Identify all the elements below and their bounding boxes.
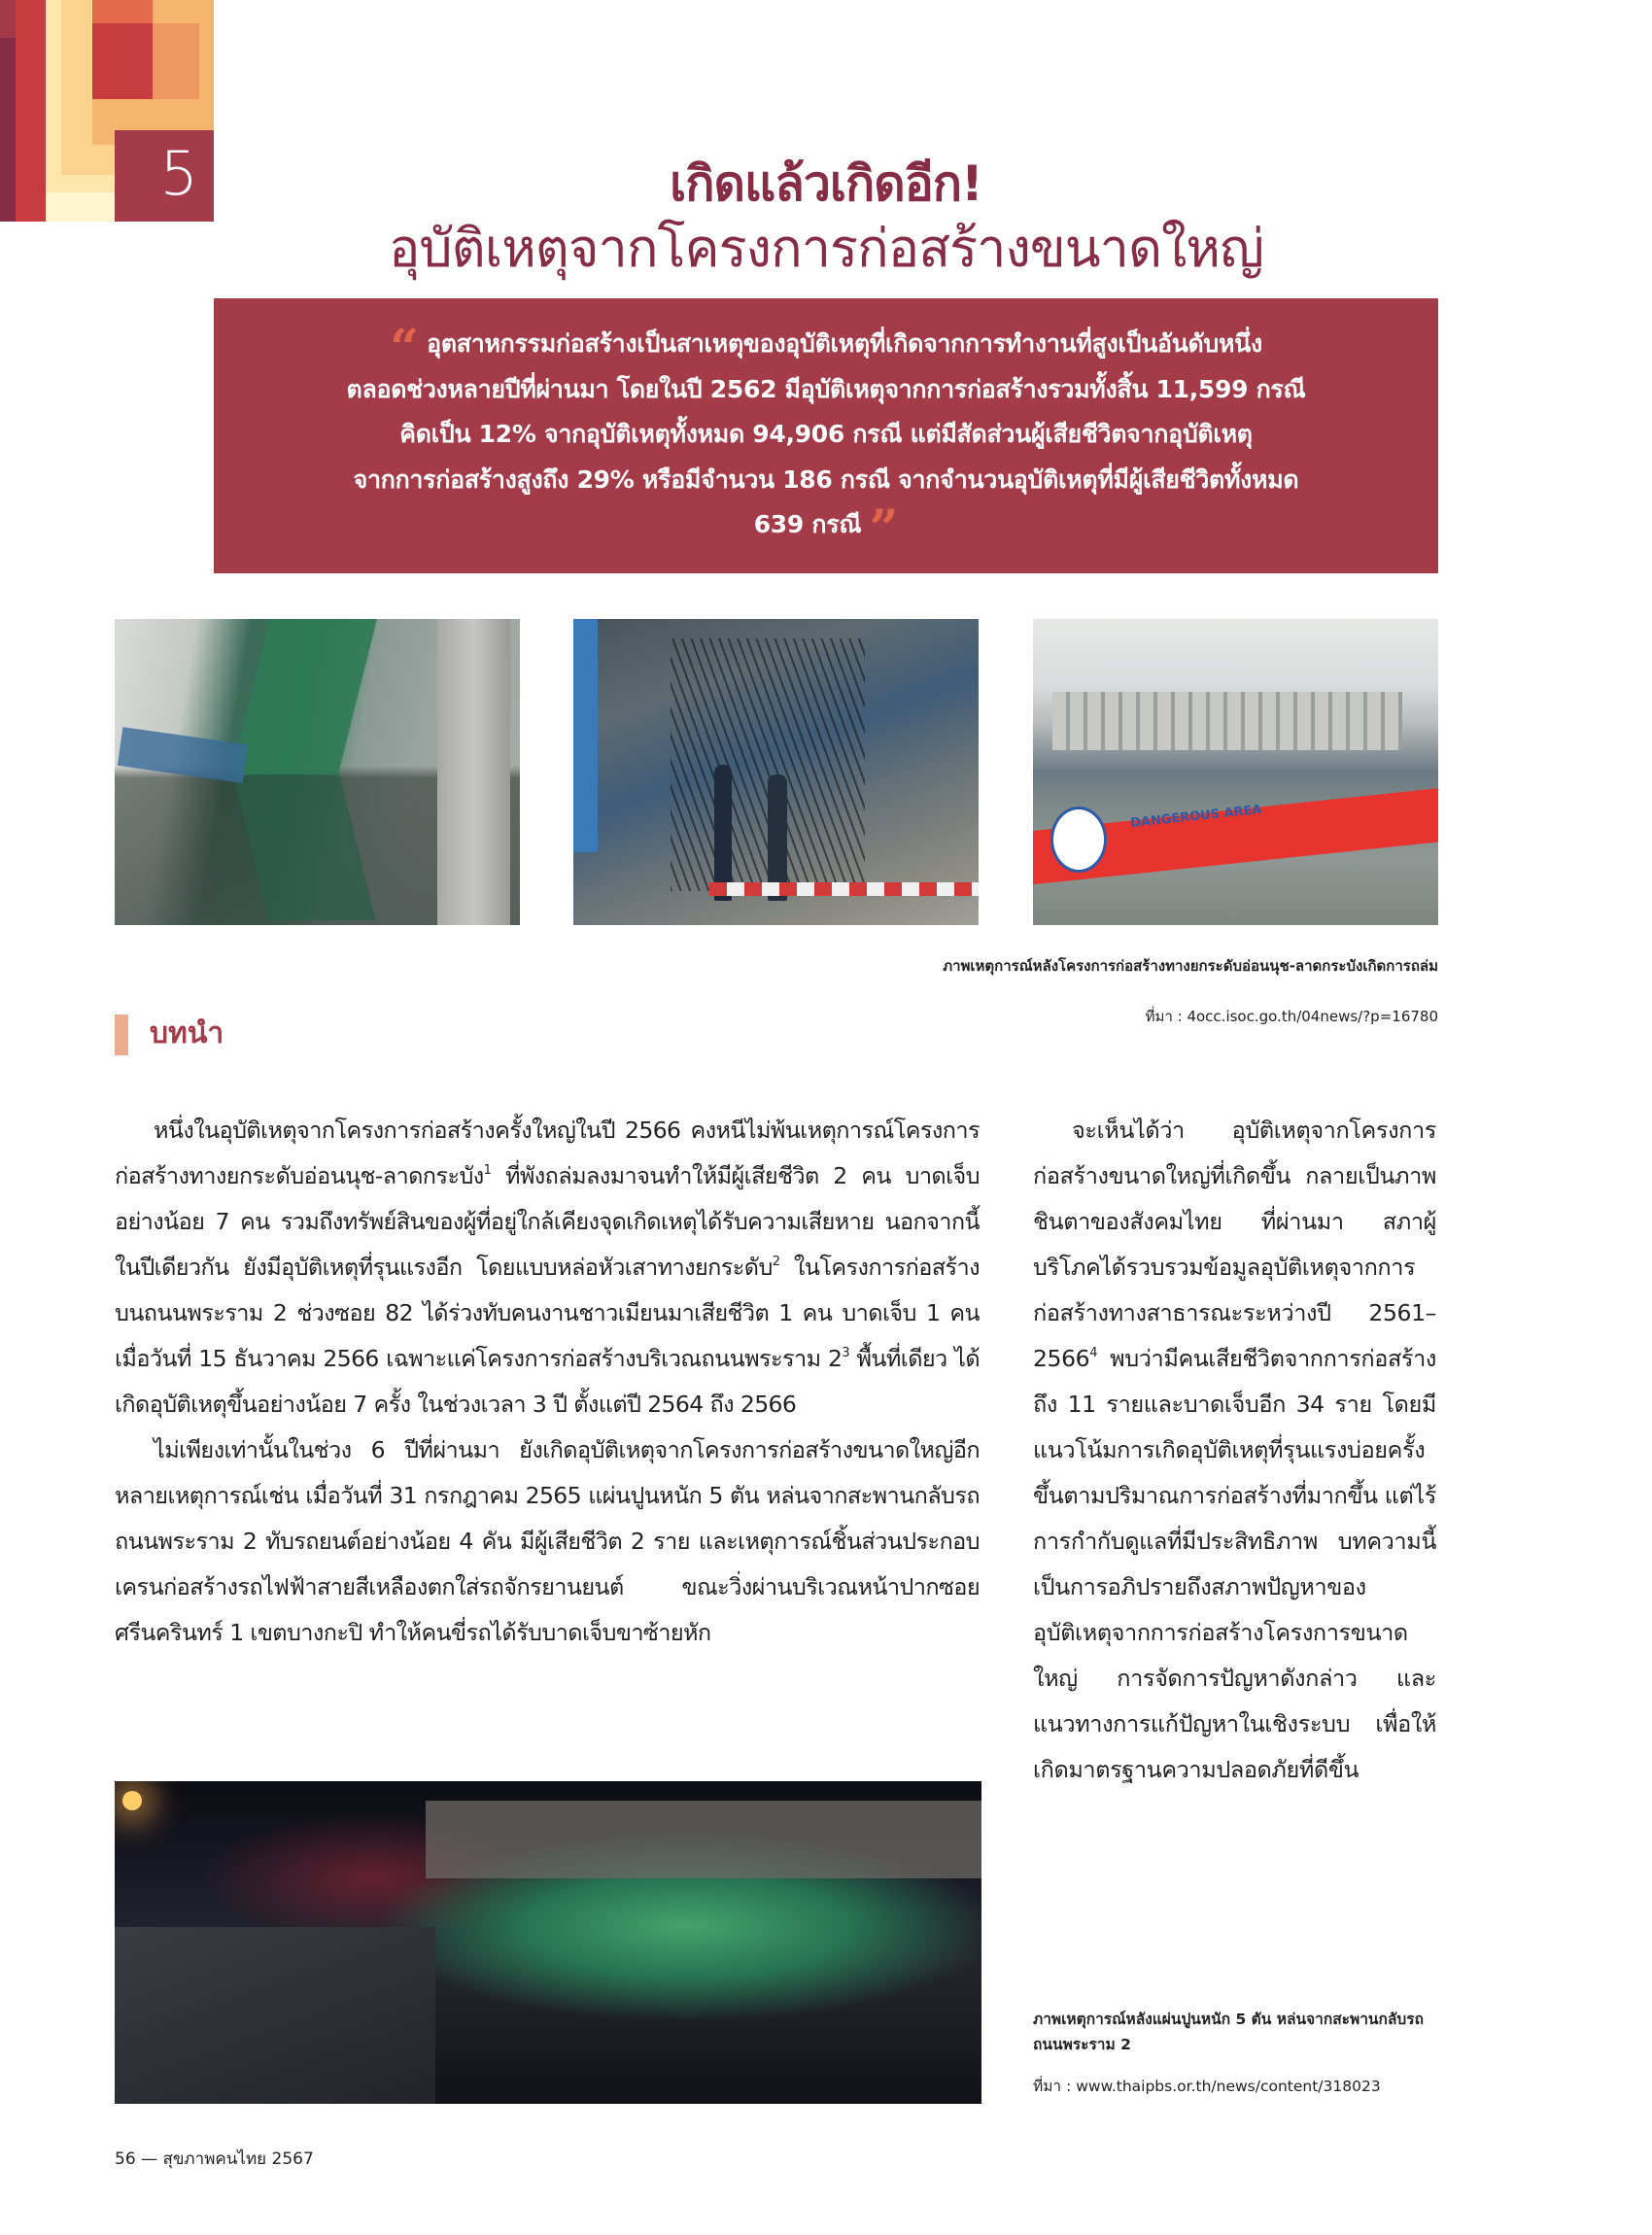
page-subtitle: อุบัติเหตุจากโครงการก่อสร้างขนาดใหญ่ [388, 218, 1264, 279]
photo-detail [1052, 692, 1402, 750]
close-quote-icon: ” [869, 499, 899, 559]
photo-night-concrete-slab-accident [115, 1781, 981, 2104]
body-text: จะเห็นได้ว่า อุบัติเหตุจากโครงการก่อสร้างขนาดใหญ่ที่เกิดขึ้น กลายเป็นภาพชินตาของสังคมไทย ที่ผ่านมา สภาผู้บริโภคได้รวบรวมข้อมูลอุบัติเหตุจากการก่อสร้างทางสาธารณะระหว่างปี 2561–2566 [1033, 1117, 1436, 1372]
photo-collapsed-overpass-reflection [115, 619, 520, 925]
body-text: ที่พังถล่มลงมาจนทำให้มีผู้เสียชีวิต 2 คน บาดเจ็บอย่างน้อย 7 คน รวมถึงทรัพย์สินของผู้ที่อยู่ใกล้เคียงจุดเกิดเหตุได้รับความเสียหาย นอกจากนี้ ในปีเดียวกัน ยังมีอุบัติเหตุที่รุนแรงอีก โดยแบบหล่อหัวเสาทางยกระดับ [115, 1162, 980, 1281]
photo-source: ที่มา : www.thaipbs.or.th/news/content/318023 [1033, 2078, 1381, 2095]
photo-detail [714, 765, 732, 901]
footnote-ref[interactable]: 1 [483, 1163, 492, 1178]
page-footer: 56 — สุขภาพคนไทย 2567 [115, 2149, 314, 2169]
photo-detail [709, 882, 979, 896]
quote-line: คิดเป็น 12% จากอุบัติเหตุทั้งหมด 94,906 กรณี แต่มีสัดส่วนผู้เสียชีวิตจากอุบัติเหตุ [399, 420, 1253, 448]
deco-stripe [92, 23, 153, 99]
body-paragraph [1033, 1108, 1436, 1793]
open-quote-icon: “ [390, 319, 419, 378]
pull-quote-box [214, 298, 1438, 573]
photo-danger-tape-site [1033, 619, 1438, 925]
section-heading-bar [115, 1014, 128, 1055]
deco-stripe [0, 0, 16, 38]
pull-quote-text [243, 319, 1409, 559]
section-number: 5 [159, 138, 198, 209]
body-text: หนึ่งในอุบัติเหตุจากโครงการก่อสร้างครั้งใหญ่ในปี 2566 คงหนีไม่พ้นเหตุการณ์โครงการก่อสร้างทางยกระดับอ่อนนุช-ลาดกระบัง [115, 1117, 980, 1189]
quote-line: ตลอดช่วงหลายปีที่ผ่านมา โดยในปี 2562 มีอุบัติเหตุจากการก่อสร้างรวมทั้งสิ้น 11,599 กรณี [346, 374, 1306, 403]
photo-caption: ภาพเหตุการณ์หลังแผ่นปูนหนัก 5 ตัน หล่นจากสะพานกลับรถถนนพระราม 2 [1033, 2011, 1424, 2053]
photo-caption: ภาพเหตุการณ์หลังโครงการก่อสร้างทางยกระดับอ่อนนุช-ลาดกระบังเกิดการถล่ม [943, 957, 1438, 975]
footnote-ref[interactable]: 4 [1089, 1346, 1098, 1360]
photo-detail [573, 619, 598, 852]
footnote-ref[interactable]: 2 [772, 1255, 780, 1269]
photo-detail [115, 1927, 435, 2104]
page-title: เกิดแล้วเกิดอีก! [670, 155, 982, 212]
body-text: พื้นที่เดียว ได้เกิดอุบัติเหตุขึ้นอย่างน้อย 7 ครั้ง ในช่วงเวลา 3 ปี ตั้งแต่ปี 2564 ถึง 2566 [115, 1345, 980, 1418]
quote-line: อุตสาหกรรมก่อสร้างเป็นสาเหตุของอุบัติเหตุที่เกิดจากการทำงานที่สูงเป็นอันดับหนึ่ง [427, 329, 1262, 358]
photo-source: ที่มา : 4occ.isoc.go.th/04news/?p=16780 [1145, 1008, 1438, 1025]
body-paragraph: ไม่เพียงเท่านั้นในช่วง 6 ปีที่ผ่านมา ยังเกิดอุบัติเหตุจากโครงการก่อสร้างขนาดใหญ่อีกหลายเหตุการณ์เช่น เมื่อวันที่ 31 กรกฎาคม 2565 แผ่นปูนหนัก 5 ตัน หล่นจากสะพานกลับรถถนนพระราม 2 ทับรถยนต์อย่างน้อย 4 คัน มีผู้เสียชีวิต 2 ราย และเหตุการณ์ชิ้นส่วนประกอบเครนก่อสร้างรถไฟฟ้าสายสีเหลืองตกใส่รถจักรยานยนต์ ขณะวิ่งผ่านบริเวณหน้าปากซอยศรีนครินทร์ 1 เขตบางกะปิ ทำให้คนขี่รถได้รับบาดเจ็บขาซ้ายหัก [115, 1436, 980, 1646]
photo-detail [122, 1791, 142, 1810]
photo-detail [232, 774, 375, 920]
body-text: พบว่ามีคนเสียชีวิตจากการก่อสร้างถึง 11 รายและบาดเจ็บอีก 34 ราย โดยมีแนวโน้มการเกิดอุบัติเหตุที่รุนแรงบ่อยครั้งขึ้นตามปริมาณการก่อสร้างที่มากขึ้น แต่ไร้การกำกับดูแลที่มีประสิทธิภาพ บทความนี้เป็นการอภิปรายถึงสภาพปัญหาของอุบัติเหตุจากการก่อสร้างโครงการขนาดใหญ่ การจัดการปัญหาดังกล่าว และแนวทางการแก้ปัญหาในเชิงระบบ เพื่อให้เกิดมาตรฐานความปลอดภัยที่ดีขึ้น [1033, 1345, 1436, 1783]
quote-line: 639 กรณี [753, 510, 862, 538]
body-left-column [115, 1108, 980, 1656]
footnote-ref[interactable]: 3 [842, 1346, 850, 1360]
photo-detail [1050, 807, 1107, 873]
danger-tape-text: DANGEROUS AREA [1129, 802, 1263, 832]
photo-collapsed-structure-workers [573, 619, 979, 925]
photo-detail [231, 619, 377, 774]
section-heading: บทนำ [150, 1016, 224, 1050]
photo-detail [437, 619, 510, 925]
body-right-column [1033, 1108, 1436, 1793]
photo-detail [426, 1801, 981, 1878]
photo-detail [118, 727, 248, 783]
quote-line: จากการก่อสร้างสูงถึง 29% หรือมีจำนวน 186 กรณี จากจำนวนอุบัติเหตุที่มีผู้เสียชีวิตทั้งหมด [353, 464, 1299, 494]
deco-stripe [92, 0, 153, 23]
body-text: ในโครงการก่อสร้างบนถนนพระราม 2 ช่วงซอย 82 ได้ร่วงทับคนงานชาวเมียนมาเสียชีวิต 1 คน บาดเจ็บ 1 คน เมื่อวันที่ 15 ธันวาคม 2566 เฉพาะแค่โครงการก่อสร้างบริเวณถนนพระราม 2 [115, 1254, 980, 1372]
deco-stripe [153, 23, 199, 99]
body-paragraph [115, 1108, 980, 1427]
